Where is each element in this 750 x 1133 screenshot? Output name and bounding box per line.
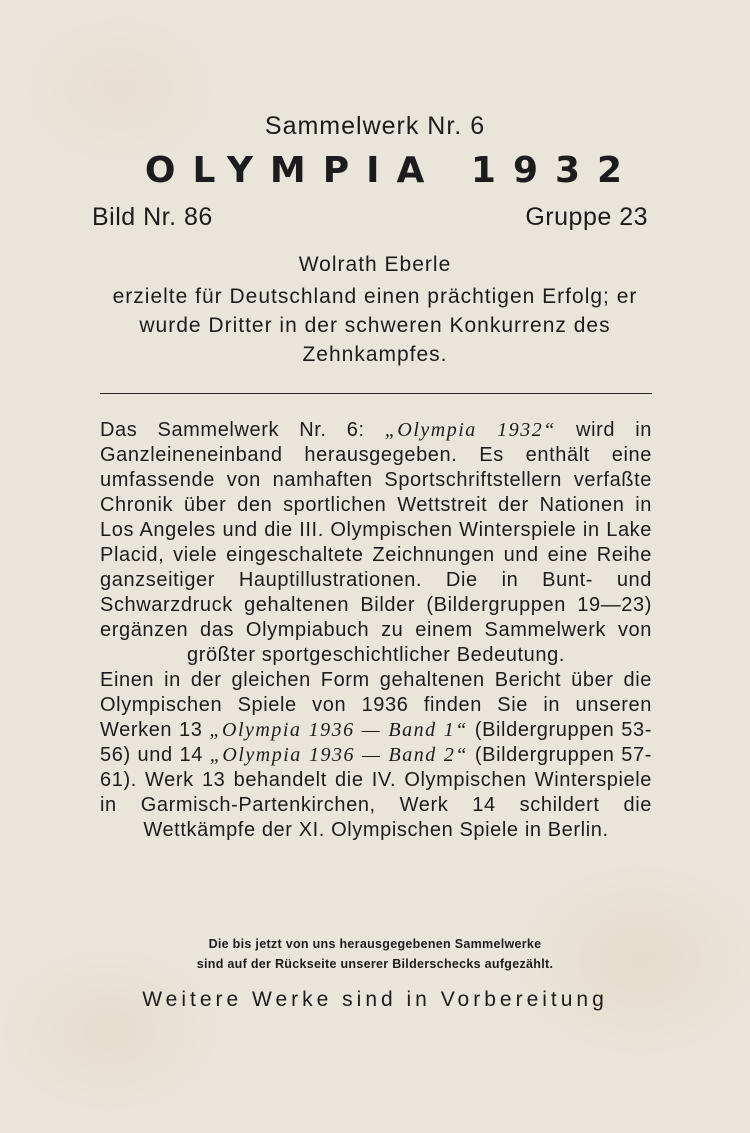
footnote-line-2: sind auf der Rückseite unserer Bilderschecks aufgezählt. (196, 957, 554, 971)
p1-text-b: wird in Ganzleineneinband herausgegeben. Es enthält eine umfassende von namhaften Sportschriftstellern verfaßte Chronik über den sportlichen Wettstreit der Nationen in Los Angeles und die III. Olympischen Winterspiele in Lake Placid, viele eingeschaltete Zeichnungen und eine Reihe ganzseitiger Hauptillustrationen. Die in Bunt- und Schwarzdruck gehaltenen Bilder (Bildergruppen 19—23) ergänzen das Olympiabuch zu einem Sammelwerk von größter sportgeschichtlicher Bedeutung. (100, 419, 653, 666)
footnote (0, 934, 750, 974)
athlete-name: Wolrath Eberle (298, 253, 452, 276)
paragraph-2 (100, 668, 652, 843)
p2-text-c: (Bildergruppen 57-61). Werk 13 behandelt die IV. Olympischen Winterspiele in Garmisch-Partenkirchen, Werk 14 schildert die Wettkämpfe der XI. Olympischen Spiele in Berlin. (100, 744, 652, 841)
p2-work-title-2: „Olympia 1936 — Band 2“ (209, 744, 469, 766)
p2-text-a: Einen in der gleichen Form gehaltenen Bericht über die Olympischen Spiele von 1936 finden Sie in unseren Werken 13 (100, 669, 652, 741)
group-number: Gruppe 23 (525, 203, 648, 231)
p2-work-title-1: „Olympia 1936 — Band 1“ (209, 719, 468, 741)
divider-line (100, 393, 652, 394)
footer-text: Weitere Werke sind in Vorbereitung (142, 988, 608, 1011)
picture-number: Bild Nr. 86 (92, 203, 213, 231)
paragraph-1 (100, 418, 652, 668)
body-text (100, 418, 652, 843)
caption-text: erzielte für Deutschland einen prächtigen Erfolg; er wurde Dritter in der schweren Konkurrenz des Zehnkampfes. (112, 285, 638, 366)
p1-work-title: „Olympia 1932“ (384, 419, 556, 441)
p1-text-a: Das Sammelwerk Nr. 6: (100, 419, 385, 441)
series-heading: Sammelwerk Nr. 6 (264, 112, 486, 140)
footnote-line-1: Die bis jetzt von uns herausgegebenen Sammelwerke (208, 937, 542, 951)
card-title: OLYMPIA 1932 (144, 150, 640, 191)
p2-text-b: (Bildergruppen 53-56) und 14 (100, 719, 652, 766)
